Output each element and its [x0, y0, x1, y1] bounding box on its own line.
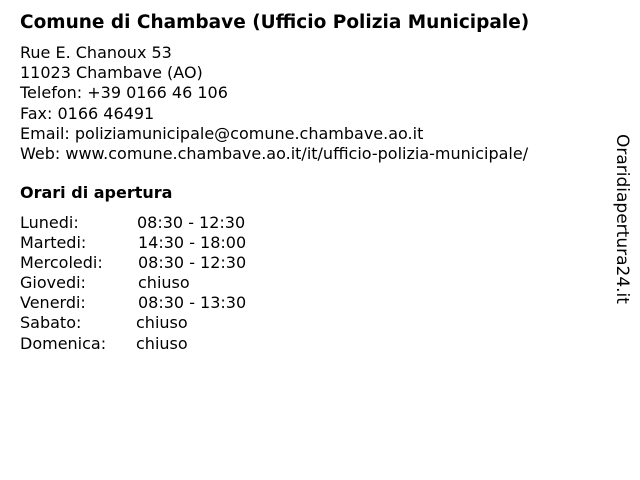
contact-block	[20, 43, 528, 164]
email-address: Email: poliziamunicipale@comune.chambave.ao.it	[20, 123, 424, 143]
fax-number: Fax: 0166 46491	[20, 103, 155, 123]
opening-hours-heading: Orari di apertura	[20, 183, 173, 202]
time-value: 08:30 - 12:30	[138, 253, 247, 273]
time-value: 14:30 - 18:00	[138, 233, 247, 253]
time-value: chiuso	[136, 333, 188, 353]
time-value: 08:30 - 12:30	[137, 213, 246, 232]
day-label: Sabato:	[20, 313, 82, 333]
site-watermark: Oraridiapertura24.it	[612, 134, 632, 304]
day-label: Mercoledi:	[20, 253, 103, 273]
day-label: Giovedi:	[20, 273, 86, 293]
page-title: Comune di Chambave (Ufficio Polizia Municipale)	[20, 12, 530, 33]
time-value: chiuso	[138, 273, 190, 293]
day-label: Lunedi:	[20, 213, 79, 232]
time-value: chiuso	[136, 313, 188, 333]
city-postal: 11023 Chambave (AO)	[20, 63, 203, 83]
street-address: Rue E. Chanoux 53	[20, 43, 172, 62]
day-label: Domenica:	[20, 333, 107, 353]
day-label: Venerdi:	[20, 293, 86, 313]
day-label: Martedi:	[20, 233, 87, 253]
phone-number: Telefon: +39 0166 46 106	[20, 83, 228, 103]
website-url: Web: www.comune.chambave.ao.it/it/ufficio-polizia-municipale/	[20, 144, 529, 164]
time-value: 08:30 - 13:30	[138, 293, 247, 313]
